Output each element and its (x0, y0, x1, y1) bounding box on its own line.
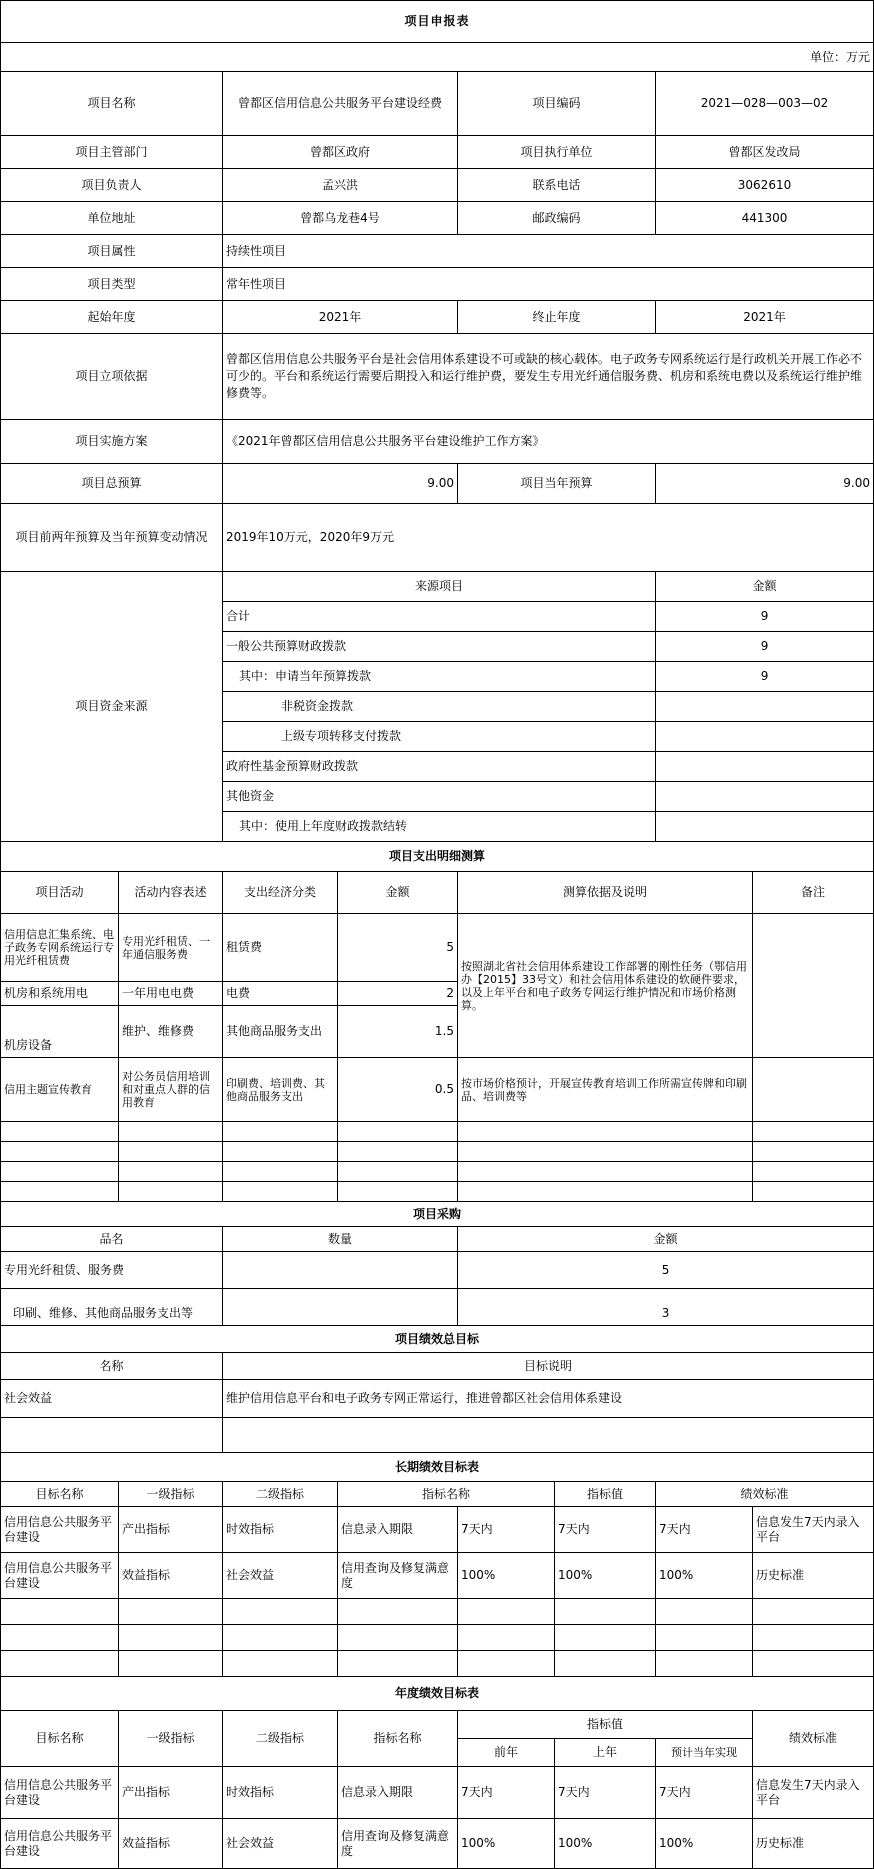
empty-cell (223, 1122, 338, 1142)
expense-amount: 5 (338, 914, 458, 982)
longterm-l1: 效益指标 (119, 1553, 223, 1599)
longterm-section-title: 长期绩效目标表 (1, 1453, 874, 1482)
annual-std: 信息发生7天内录入平台 (753, 1767, 874, 1819)
longterm-header-target: 目标名称 (1, 1482, 119, 1507)
procurement-header-amount: 金额 (458, 1227, 874, 1252)
procurement-item-name: 印刷、维修、其他商品服务支出等 (1, 1289, 223, 1326)
empty-cell (223, 1599, 338, 1625)
annual-header-l1: 一级指标 (119, 1711, 223, 1767)
longterm-header-l1: 一级指标 (119, 1482, 223, 1507)
fund-row-name: 其中：使用上年度财政拨款结转 (223, 812, 656, 842)
expense-header-content: 活动内容表述 (119, 872, 223, 914)
longterm-l2: 社会效益 (223, 1553, 338, 1599)
empty-cell (338, 1625, 458, 1651)
annual-header-l2: 二级指标 (223, 1711, 338, 1767)
empty-cell (338, 1122, 458, 1142)
overall-goal-header-desc: 目标说明 (223, 1353, 874, 1380)
fund-row-name: 其中：申请当年预算拨款 (223, 662, 656, 692)
plan-value: 《2021年曾都区信用信息公共服务平台建设维护工作方案》 (223, 420, 874, 464)
annual-subheader-prev1: 上年 (555, 1739, 656, 1767)
empty-cell (338, 1162, 458, 1182)
expense-section-title: 项目支出明细测算 (1, 842, 874, 872)
empty-cell (223, 1162, 338, 1182)
annual-subheader-current: 预计当年实现 (656, 1739, 753, 1767)
empty-cell (555, 1651, 656, 1677)
empty-cell (1, 1418, 223, 1453)
annual-header-value: 指标值 (458, 1711, 753, 1739)
annual-l2: 时效指标 (223, 1767, 338, 1819)
annual-value: 7天内 (656, 1767, 753, 1819)
start-year-label: 起始年度 (1, 301, 223, 334)
empty-cell (458, 1625, 555, 1651)
empty-cell (555, 1625, 656, 1651)
end-year-label: 终止年度 (458, 301, 656, 334)
empty-cell (119, 1162, 223, 1182)
empty-cell (753, 1142, 874, 1162)
empty-cell (119, 1142, 223, 1162)
longterm-target: 信用信息公共服务平台建设 (1, 1507, 119, 1553)
zip-value: 441300 (656, 202, 874, 235)
exec-unit-label: 项目执行单位 (458, 136, 656, 169)
longterm-header-value: 指标值 (555, 1482, 656, 1507)
expense-header-category: 支出经济分类 (223, 872, 338, 914)
longterm-header-std: 绩效标准 (656, 1482, 874, 1507)
annual-value: 7天内 (458, 1767, 555, 1819)
empty-cell (338, 1651, 458, 1677)
annual-l1: 产出指标 (119, 1767, 223, 1819)
project-code-label: 项目编码 (458, 72, 656, 136)
empty-cell (338, 1599, 458, 1625)
empty-cell (1, 1142, 119, 1162)
attr-value: 持续性项目 (223, 235, 874, 268)
empty-cell (338, 1142, 458, 1162)
longterm-value: 7天内 (656, 1507, 753, 1553)
empty-cell (1, 1122, 119, 1142)
fund-source-header: 来源项目 (223, 572, 656, 602)
empty-cell (1, 1162, 119, 1182)
annual-header-std: 绩效标准 (753, 1711, 874, 1767)
fund-row-amount (656, 812, 874, 842)
address-value: 曾都乌龙巷4号 (223, 202, 458, 235)
annual-value: 100% (656, 1819, 753, 1869)
fund-row-name: 非税资金拨款 (223, 692, 656, 722)
annual-name: 信用查询及修复满意度 (338, 1819, 458, 1869)
empty-cell (119, 1651, 223, 1677)
phone-label: 联系电话 (458, 169, 656, 202)
empty-cell (656, 1651, 753, 1677)
phone-value: 3062610 (656, 169, 874, 202)
fund-row-amount (656, 782, 874, 812)
page-title: 项目申报表 (1, 1, 874, 43)
expense-activity: 信用主题宣传教育 (1, 1058, 119, 1122)
longterm-target: 信用信息公共服务平台建设 (1, 1553, 119, 1599)
expense-category: 租赁费 (223, 914, 338, 982)
total-budget-value: 9.00 (223, 464, 458, 504)
dept-value: 曾都区政府 (223, 136, 458, 169)
expense-amount: 0.5 (338, 1058, 458, 1122)
annual-subheader-prev2: 前年 (458, 1739, 555, 1767)
expense-basis: 按市场价格预计，开展宣传教育培训工作所需宣传牌和印刷品、培训费等 (458, 1058, 753, 1122)
empty-cell (458, 1122, 753, 1142)
start-year-value: 2021年 (223, 301, 458, 334)
basis-label: 项目立项依据 (1, 334, 223, 420)
procurement-item-name: 专用光纤租赁、服务费 (1, 1252, 223, 1289)
annual-value: 7天内 (555, 1767, 656, 1819)
dept-label: 项目主管部门 (1, 136, 223, 169)
expense-content: 对公务员信用培训和对重点人群的信用教育 (119, 1058, 223, 1122)
fund-row-amount: 9 (656, 602, 874, 632)
empty-cell (753, 1625, 874, 1651)
empty-cell (555, 1599, 656, 1625)
expense-category: 其他商品服务支出 (223, 1006, 338, 1058)
fund-source-label: 项目资金来源 (1, 572, 223, 842)
longterm-value: 100% (656, 1553, 753, 1599)
expense-amount: 2 (338, 982, 458, 1006)
fund-row-amount: 9 (656, 662, 874, 692)
annual-target: 信用信息公共服务平台建设 (1, 1819, 119, 1869)
empty-cell (223, 1418, 874, 1453)
fund-row-name: 政府性基金预算财政拨款 (223, 752, 656, 782)
overall-goal-desc: 维护信用信息平台和电子政务专网正常运行，推进曾都区社会信用体系建设 (223, 1380, 874, 1418)
project-name-value: 曾都区信用信息公共服务平台建设经费 (223, 72, 458, 136)
fund-row-amount (656, 722, 874, 752)
fund-amount-header: 金额 (656, 572, 874, 602)
empty-cell (338, 1182, 458, 1202)
procurement-item-amount: 5 (458, 1252, 874, 1289)
expense-remark (753, 1058, 874, 1122)
fund-row-name: 合计 (223, 602, 656, 632)
longterm-std: 历史标准 (753, 1553, 874, 1599)
expense-amount: 1.5 (338, 1006, 458, 1058)
expense-header-amount: 金额 (338, 872, 458, 914)
longterm-l1: 产出指标 (119, 1507, 223, 1553)
longterm-name: 信息录入期限 (338, 1507, 458, 1553)
annual-header-target: 目标名称 (1, 1711, 119, 1767)
expense-header-activity: 项目活动 (1, 872, 119, 914)
empty-cell (458, 1162, 753, 1182)
expense-header-basis: 测算依据及说明 (458, 872, 753, 914)
current-budget-label: 项目当年预算 (458, 464, 656, 504)
procurement-item-qty (223, 1289, 458, 1326)
project-name-label: 项目名称 (1, 72, 223, 136)
attr-label: 项目属性 (1, 235, 223, 268)
expense-activity: 信用信息汇集系统、电子政务专网系统运行专用光纤租赁费 (1, 914, 119, 982)
longterm-l2: 时效指标 (223, 1507, 338, 1553)
total-budget-label: 项目总预算 (1, 464, 223, 504)
fund-row-name: 其他资金 (223, 782, 656, 812)
empty-cell (1, 1182, 119, 1202)
empty-cell (119, 1625, 223, 1651)
budget-change-value: 2019年10万元，2020年9万元 (223, 504, 874, 572)
procurement-item-qty (223, 1252, 458, 1289)
empty-cell (753, 1162, 874, 1182)
empty-cell (119, 1599, 223, 1625)
annual-value: 100% (458, 1819, 555, 1869)
empty-cell (753, 1599, 874, 1625)
empty-cell (119, 1122, 223, 1142)
owner-value: 孟兴洪 (223, 169, 458, 202)
empty-cell (458, 1599, 555, 1625)
overall-goal-header-name: 名称 (1, 1353, 223, 1380)
basis-value: 曾都区信用信息公共服务平台是社会信用体系建设不可或缺的核心载体。电子政务专网系统运行是行政机关开展工作必不可少的。平台和系统运行需要后期投入和运行维护费，要发生专用光纤通信服务费、机房和系统电费以及系统运行维护维修费等。 (223, 334, 874, 420)
empty-cell (223, 1625, 338, 1651)
longterm-value: 100% (458, 1553, 555, 1599)
empty-cell (223, 1182, 338, 1202)
procurement-header-name: 品名 (1, 1227, 223, 1252)
fund-row-name: 上级专项转移支付拨款 (223, 722, 656, 752)
end-year-value: 2021年 (656, 301, 874, 334)
fund-row-amount (656, 692, 874, 722)
empty-cell (1, 1651, 119, 1677)
overall-goal-name: 社会效益 (1, 1380, 223, 1418)
longterm-header-l2: 二级指标 (223, 1482, 338, 1507)
empty-cell (1, 1599, 119, 1625)
expense-category: 印刷费、培训费、其他商品服务支出 (223, 1058, 338, 1122)
overall-goal-section-title: 项目绩效总目标 (1, 1326, 874, 1353)
current-budget-value: 9.00 (656, 464, 874, 504)
project-code-value: 2021—028—003—02 (656, 72, 874, 136)
expense-activity: 机房和系统用电 (1, 982, 119, 1006)
type-value: 常年性项目 (223, 268, 874, 301)
longterm-value: 7天内 (458, 1507, 555, 1553)
empty-cell (223, 1142, 338, 1162)
address-label: 单位地址 (1, 202, 223, 235)
empty-cell (656, 1625, 753, 1651)
expense-basis: 按照湖北省社会信用体系建设工作部署的刚性任务（鄂信用办【2015】33号文）和社会信用体系建设的软硬件要求，以及上年平台和电子政务专网运行维护情况和市场价格测算。 (458, 914, 753, 1058)
empty-cell (656, 1599, 753, 1625)
empty-cell (753, 1122, 874, 1142)
annual-std: 历史标准 (753, 1819, 874, 1869)
empty-cell (223, 1651, 338, 1677)
procurement-section-title: 项目采购 (1, 1202, 874, 1227)
type-label: 项目类型 (1, 268, 223, 301)
annual-value: 100% (555, 1819, 656, 1869)
owner-label: 项目负责人 (1, 169, 223, 202)
annual-target: 信用信息公共服务平台建设 (1, 1767, 119, 1819)
budget-change-label: 项目前两年预算及当年预算变动情况 (1, 504, 223, 572)
longterm-header-name: 指标名称 (338, 1482, 555, 1507)
expense-category: 电费 (223, 982, 338, 1006)
empty-cell (119, 1182, 223, 1202)
expense-remark (753, 914, 874, 1058)
expense-activity: 机房设备 (1, 1006, 119, 1058)
expense-content: 维护、维修费 (119, 1006, 223, 1058)
annual-l1: 效益指标 (119, 1819, 223, 1869)
empty-cell (458, 1142, 753, 1162)
longterm-std: 信息发生7天内录入平台 (753, 1507, 874, 1553)
annual-l2: 社会效益 (223, 1819, 338, 1869)
plan-label: 项目实施方案 (1, 420, 223, 464)
empty-cell (1, 1625, 119, 1651)
fund-row-name: 一般公共预算财政拨款 (223, 632, 656, 662)
expense-header-remark: 备注 (753, 872, 874, 914)
longterm-value: 7天内 (555, 1507, 656, 1553)
procurement-item-amount: 3 (458, 1289, 874, 1326)
zip-label: 邮政编码 (458, 202, 656, 235)
empty-cell (753, 1651, 874, 1677)
empty-cell (753, 1182, 874, 1202)
fund-row-amount (656, 752, 874, 782)
annual-section-title: 年度绩效目标表 (1, 1677, 874, 1711)
annual-name: 信息录入期限 (338, 1767, 458, 1819)
longterm-value: 100% (555, 1553, 656, 1599)
annual-header-name: 指标名称 (338, 1711, 458, 1767)
exec-unit-value: 曾都区发改局 (656, 136, 874, 169)
empty-cell (458, 1182, 753, 1202)
empty-cell (458, 1651, 555, 1677)
expense-content: 一年用电电费 (119, 982, 223, 1006)
procurement-header-qty: 数量 (223, 1227, 458, 1252)
longterm-name: 信用查询及修复满意度 (338, 1553, 458, 1599)
expense-content: 专用光纤租赁、一年通信服务费 (119, 914, 223, 982)
unit-label: 单位：万元 (1, 43, 874, 72)
fund-row-amount: 9 (656, 632, 874, 662)
